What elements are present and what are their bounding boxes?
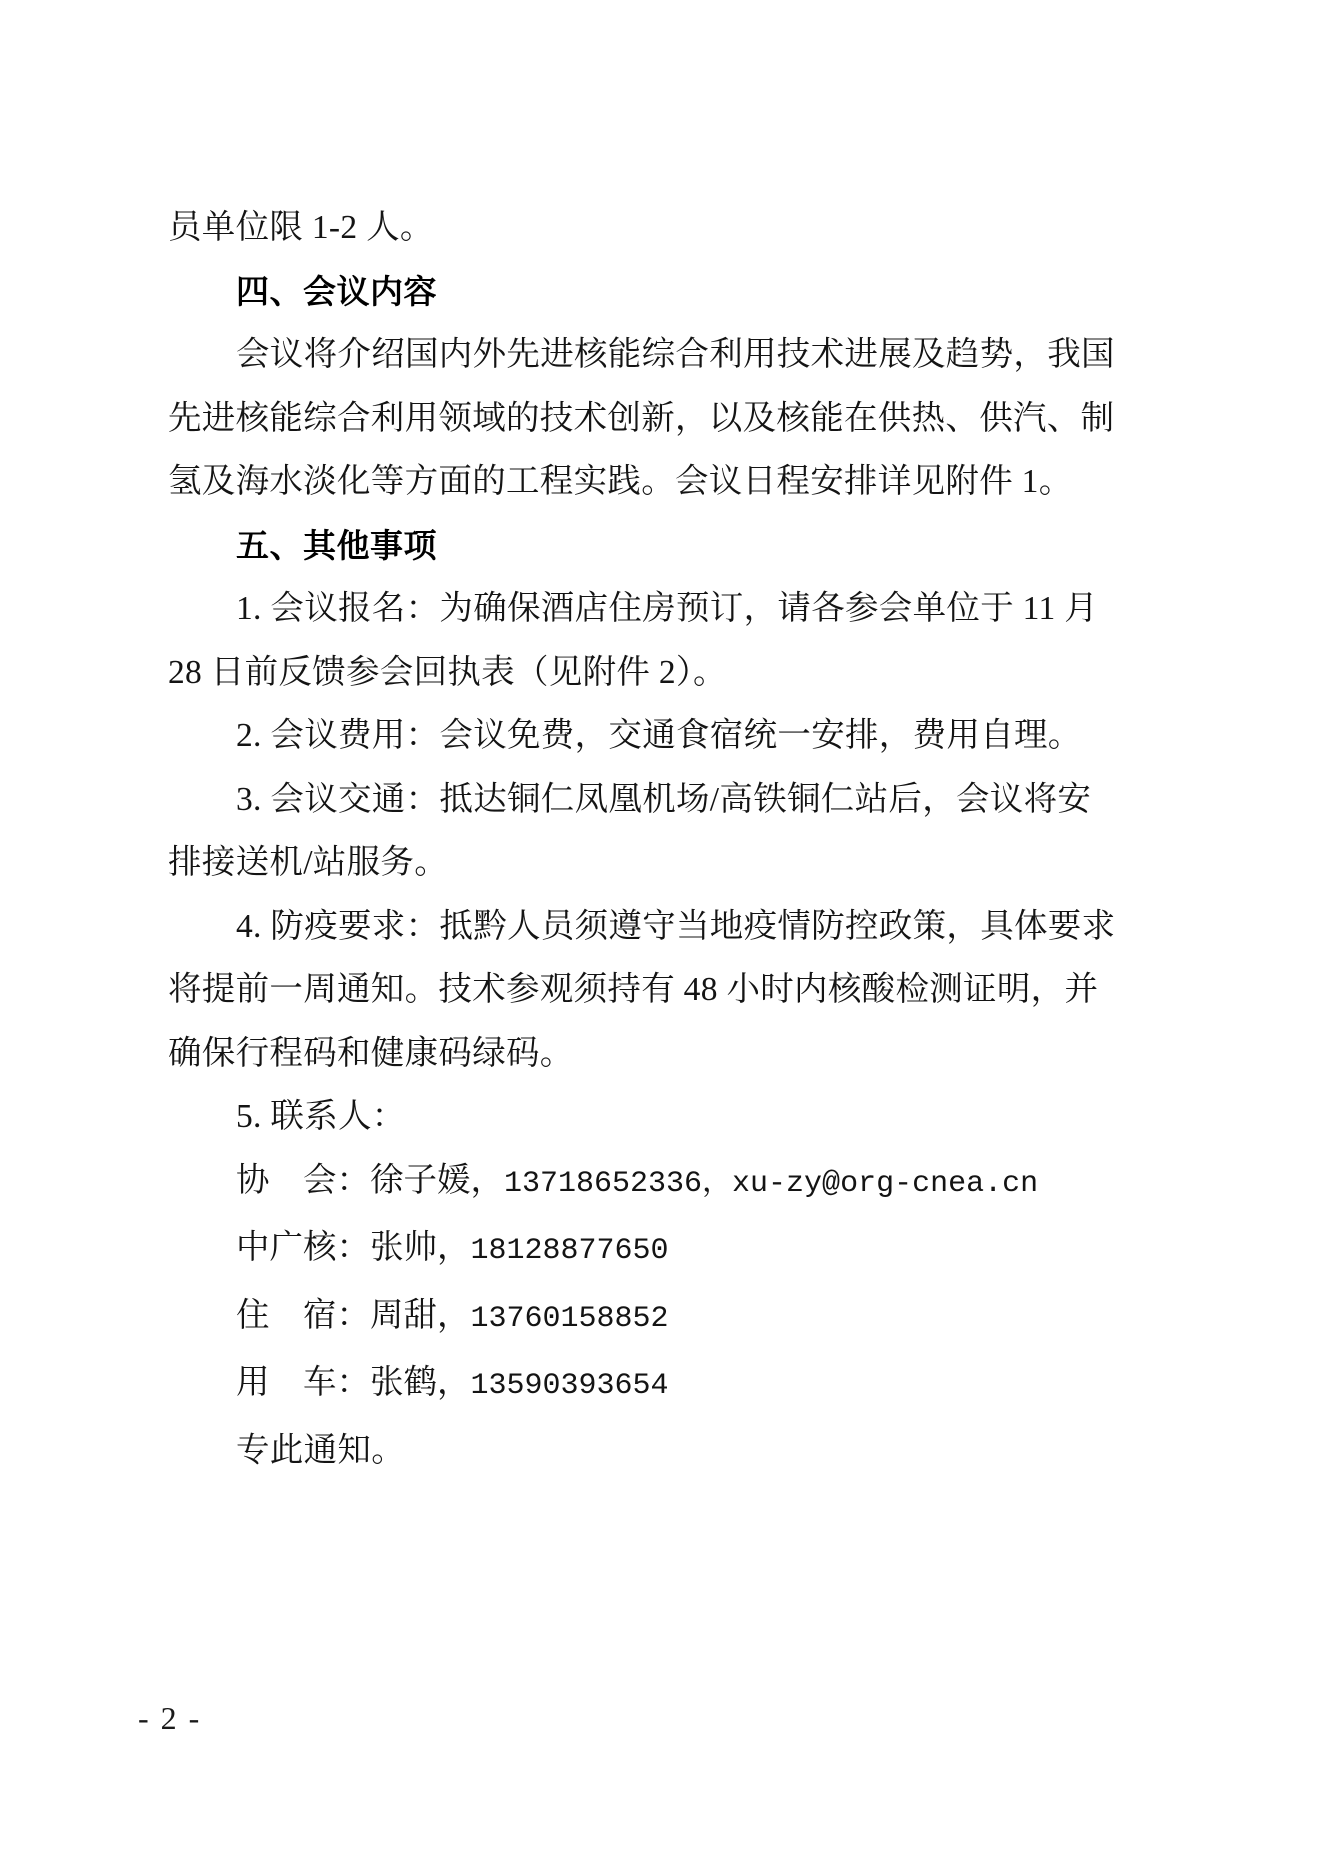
item-4-line-1: 4. 防疫要求：抵黔人员须遵守当地疫情防控政策，具体要求 bbox=[236, 907, 1116, 945]
page-number-footer: - 2 - bbox=[138, 1700, 202, 1736]
contact-row-association bbox=[168, 1149, 1158, 1217]
contact-name-association: 徐子媛， bbox=[370, 1161, 504, 1199]
contact-role-cgn: 中广核： bbox=[236, 1229, 370, 1266]
contact-email-association: xu-zy@org-cnea.cn bbox=[732, 1166, 1039, 1201]
contact-role-association: 协 会： bbox=[236, 1161, 370, 1199]
item-2-line-1: 2. 会议费用：会议免费，交通食宿统一安排，费用自理。 bbox=[236, 717, 1082, 754]
item-5-contacts-label: 5. 联系人： bbox=[236, 1098, 406, 1135]
contact-row-accommodation bbox=[168, 1284, 1158, 1352]
item-4-line-3: 确保行程码和健康码绿码。 bbox=[168, 1034, 574, 1072]
contact-row-cgn bbox=[168, 1216, 1158, 1284]
continued-paragraph-line: 员单位限 1-2 人。 bbox=[168, 209, 434, 246]
item-1-line-2: 28 日前反馈参会回执表（见附件 2）。 bbox=[168, 653, 727, 691]
document-body bbox=[168, 196, 1158, 1482]
contact-phone-cgn: 18128877650 bbox=[470, 1234, 669, 1268]
contact-name-accommodation: 周甜， bbox=[370, 1296, 471, 1334]
contact-name-transport: 张鹤， bbox=[370, 1364, 471, 1401]
item-4-line-2: 将提前一周通知。技术参观须持有 48 小时内核酸检测证明，并 bbox=[168, 971, 1099, 1008]
item-1-line-1: 1. 会议报名：为确保酒店住房预订，请各参会单位于 11 月 bbox=[236, 590, 1099, 627]
item-3-line-2: 排接送机/站服务。 bbox=[168, 844, 449, 881]
closing-line: 专此通知。 bbox=[236, 1431, 405, 1469]
item-3-line-1: 3. 会议交通：抵达铜仁凤凰机场/高铁铜仁站后，会议将安 bbox=[236, 780, 1092, 818]
contact-phone-transport: 13590393654 bbox=[470, 1369, 669, 1403]
contact-phone-association: 13718652336， bbox=[504, 1166, 733, 1201]
section-four-paragraph-line-2: 先进核能综合利用领域的技术创新，以及核能在供热、供汽、制 bbox=[168, 399, 1115, 437]
contact-role-accommodation: 住 宿： bbox=[236, 1296, 370, 1334]
section-four-paragraph-line-1: 会议将介绍国内外先进核能综合利用技术进展及趋势，我国 bbox=[236, 336, 1115, 373]
contact-phone-accommodation: 13760158852 bbox=[470, 1301, 669, 1336]
contact-role-transport: 用 车： bbox=[236, 1364, 370, 1401]
contact-name-cgn: 张帅， bbox=[370, 1229, 471, 1266]
section-heading-five: 五、其他事项 bbox=[236, 525, 437, 565]
contact-row-transport bbox=[168, 1351, 1158, 1419]
section-heading-four: 四、会议内容 bbox=[236, 271, 437, 311]
section-four-paragraph-line-3: 氢及海水淡化等方面的工程实践。会议日程安排详见附件 1。 bbox=[168, 463, 1073, 500]
